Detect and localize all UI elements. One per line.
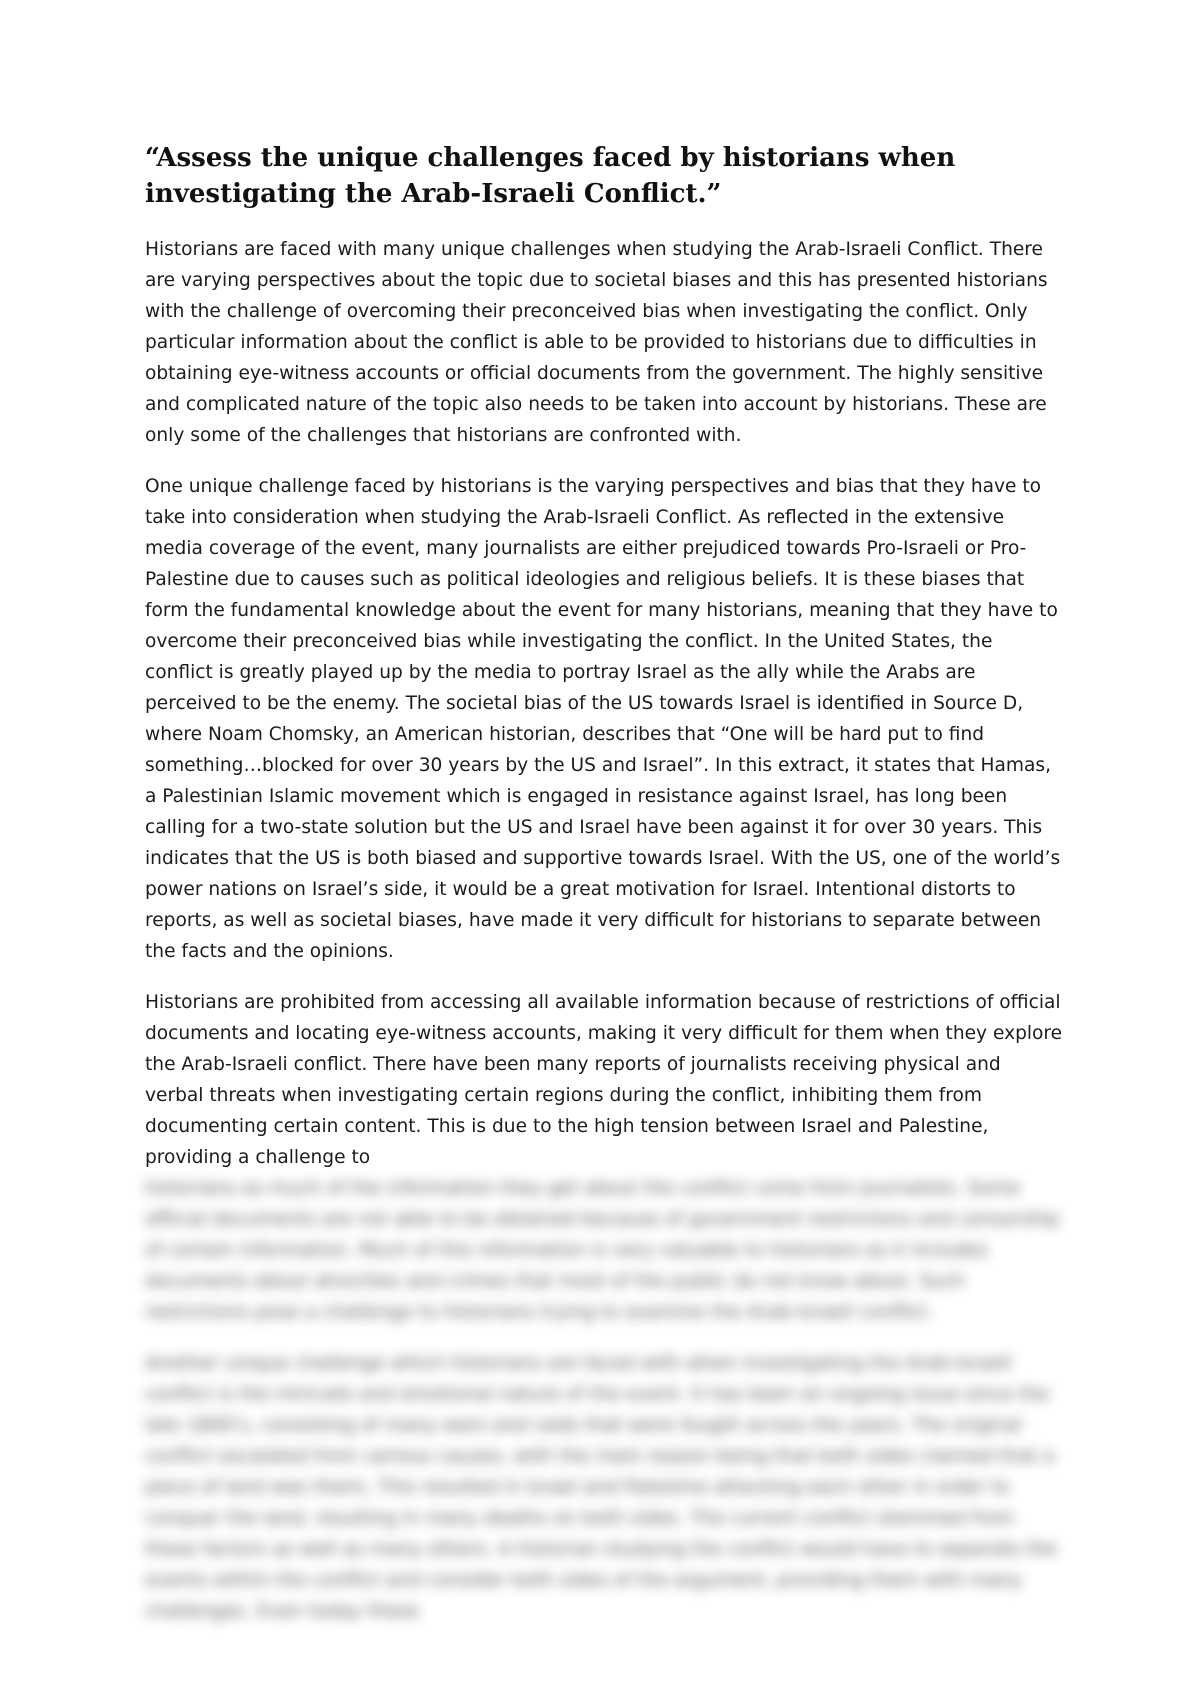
blurred-paragraph-nature: Another unique challenge which historians are faced with when investigating the Arab-Israeli conflict is the intricate and emotional nature of the event. It has been an ongoing issue since the late 1800’s, consisting of many wars and raids that were fought across the years. The original conflict escalated from various causes, with the main reason being that both sides claimed that a piece of land was theirs. This resulted in Israel and Palestine attacking each other in order to conquer the land, resulting in many deaths on both sides. The current conflict stemmed from these factors as well as many others. A historian studying the conflict would have to separate the events within the conflict and consider both sides of the argument, providing them with many challenges. Even today these xyxy=(145,1353,1057,1622)
document-body xyxy=(145,140,1065,1647)
paragraph-introduction: Historians are faced with many unique challenges when studying the Arab-Israeli Conflict. There are varying perspectives about the topic due to societal biases and this has presented historians with the challenge of overcoming their preconceived bias when investigating the conflict. Only particular information about the conflict is able to be provided to historians due to difficulties in obtaining eye-witness accounts or official documents from the government. The highly sensitive and complicated nature of the topic also needs to be taken into account by historians. These are only some of the challenges that historians are confronted with. xyxy=(145,239,1048,446)
blurred-preview-region xyxy=(145,1173,1065,1627)
blurred-paragraph-restrictions: historians as much of the information they get about the conflict come from journalists. Some official documents are not able to be obtained because of government restrictions and censorship of certain information. Much of this information is very valuable to historians as it includes documents about atrocities and crimes that most of the public do not know about. Such restrictions pose a challenge to historians trying to examine the Arab-Israeli conflict. xyxy=(145,1178,1060,1323)
paragraph-access: Historians are prohibited from accessing all available information because of restrictions of official documents and locating eye-witness accounts, making it very difficult for them when they explore the Arab-Israeli conflict. There have been many reports of journalists receiving physical and verbal threats when investigating certain regions during the conflict, inhibiting them from documenting certain content. This is due to the high tension between Israel and Palestine, providing a challenge to xyxy=(145,992,1063,1168)
paragraph-bias: One unique challenge faced by historians is the varying perspectives and bias that they have to take into consideration when studying the Arab-Israeli Conflict. As reflected in the extensive media coverage of the event, many journalists are either prejudiced towards Pro-Israeli or Pro-Palestine due to causes such as political ideologies and religious beliefs. It is these biases that form the fundamental knowledge about the event for many historians, meaning that they have to overcome their preconceived bias while investigating the conflict. In the United States, the conflict is greatly played up by the media to portray Israel as the ally while the Arabs are perceived to be the enemy. The societal bias of the US towards Israel is identified in Source D, where Noam Chomsky, an American historian, describes that “One will be hard put to find something…blocked for over 30 years by the US and Israel”. In this extract, it states that Hamas, a Palestinian Islamic movement which is engaged in resistance against Israel, has long been calling for a two-state solution but the US and Israel have been against it for over 30 years. This indicates that the US is both biased and supportive towards Israel. With the US, one of the world’s power nations on Israel’s side, it would be a great motivation for Israel. Intentional distorts to reports, as well as societal biases, have made it very difficult for historians to separate between the facts and the opinions. xyxy=(145,476,1061,962)
essay-title: “Assess the unique challenges faced by historians when investigating the Arab-Israeli Conflict.” xyxy=(145,143,956,209)
